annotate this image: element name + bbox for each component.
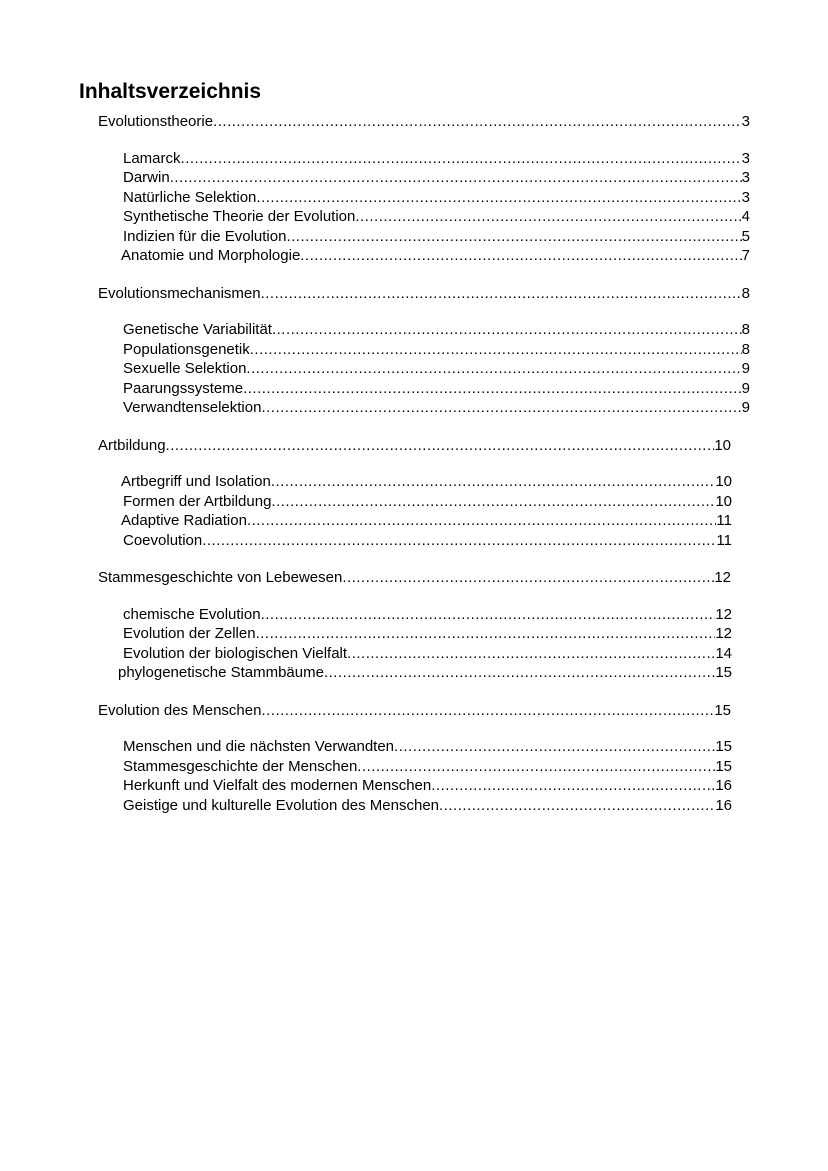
toc-heading-entry[interactable] — [98, 112, 750, 132]
toc-section — [0, 284, 828, 436]
leader-dots — [357, 757, 715, 777]
leader-dots — [250, 340, 742, 360]
toc-page-number: 8 — [741, 321, 750, 338]
toc-page-number: 3 — [741, 188, 750, 206]
toc-entry-label: Natürliche Selektion — [123, 188, 257, 206]
toc-entry[interactable] — [121, 511, 732, 531]
leader-dots — [342, 568, 714, 588]
leader-dots — [166, 436, 715, 456]
leader-dots — [286, 227, 741, 247]
toc-entry-label: Lamarck — [123, 149, 181, 167]
leader-dots — [271, 492, 715, 512]
toc-heading-label: Stammesgeschichte von Lebewesen — [98, 569, 343, 586]
leader-dots — [261, 605, 716, 625]
toc-section — [0, 701, 828, 816]
toc-entry[interactable] — [123, 149, 750, 169]
toc-page-number: 14 — [715, 644, 732, 662]
leader-dots — [261, 398, 741, 418]
toc-entry-label: Stammesgeschichte der Menschen — [123, 757, 358, 775]
toc-page-number: 11 — [716, 512, 732, 529]
leader-dots — [261, 701, 714, 721]
toc-entry-label: Menschen und die nächsten Verwandten — [123, 738, 395, 755]
toc-entry[interactable] — [123, 644, 732, 664]
toc-entry[interactable] — [123, 398, 750, 418]
leader-dots — [439, 796, 715, 816]
toc-page-number: 16 — [715, 796, 732, 814]
toc-entry-label: Anatomie und Morphologie — [121, 247, 301, 264]
toc-entry-label: Paarungssysteme — [123, 379, 244, 397]
toc-heading-label: Evolutionstheorie — [98, 113, 214, 130]
leader-dots — [247, 511, 717, 531]
toc-heading-entry[interactable] — [98, 284, 750, 304]
toc-entry-label: Darwin — [123, 169, 170, 186]
toc-page-number: 8 — [741, 340, 750, 358]
toc-entry-label: Indizien für die Evolution — [123, 227, 287, 245]
leader-dots — [324, 663, 715, 683]
toc-entry[interactable] — [123, 605, 732, 625]
leader-dots — [300, 246, 741, 266]
toc-section — [0, 112, 828, 284]
toc-page-number: 11 — [716, 531, 732, 549]
toc-entry[interactable] — [123, 492, 732, 512]
toc-title: Inhaltsverzeichnis — [79, 80, 262, 103]
toc-entry-label: Evolution der Zellen — [123, 625, 256, 642]
toc-entry[interactable] — [123, 359, 750, 379]
toc-entry[interactable] — [123, 624, 732, 644]
toc-entry-label: Genetische Variabilität — [123, 321, 272, 338]
toc-page-number: 15 — [714, 701, 731, 719]
toc-page-number: 12 — [714, 569, 731, 586]
toc-page-number: 9 — [741, 379, 750, 397]
leader-dots — [170, 168, 742, 188]
toc-entry-label: Formen der Artbildung — [123, 492, 272, 510]
leader-dots — [355, 207, 741, 227]
toc-entry-label: Herkunft und Vielfalt des modernen Menschen — [123, 777, 432, 794]
toc-entry[interactable] — [123, 379, 750, 399]
toc-entry[interactable] — [123, 531, 732, 551]
toc-heading-entry[interactable] — [98, 701, 731, 721]
toc-heading-label: Artbildung — [98, 436, 166, 454]
toc-entry[interactable] — [123, 227, 750, 247]
toc-page-number: 8 — [741, 284, 750, 302]
toc-heading-entry[interactable] — [98, 568, 731, 588]
leader-dots — [431, 776, 715, 796]
toc-entry[interactable] — [123, 207, 750, 227]
leader-dots — [181, 149, 742, 169]
toc-entry[interactable] — [123, 340, 750, 360]
toc-page-number: 3 — [741, 149, 750, 167]
toc-entry[interactable] — [118, 663, 732, 683]
leader-dots — [246, 359, 741, 379]
leader-dots — [394, 737, 715, 757]
leader-dots — [243, 379, 742, 399]
toc-page-number: 4 — [741, 208, 750, 225]
toc-entry[interactable] — [123, 168, 750, 188]
toc-entry[interactable] — [123, 737, 732, 757]
toc-page-number: 7 — [741, 247, 750, 264]
toc-entry[interactable] — [123, 776, 732, 796]
toc-entry-label: Artbegriff und Isolation — [121, 473, 271, 490]
toc-entry-label: Geistige und kulturelle Evolution des Menschen — [123, 796, 440, 814]
toc-page-number: 15 — [715, 738, 732, 755]
toc-page-number: 3 — [741, 113, 750, 130]
toc-entry-label: Populationsgenetik — [123, 340, 250, 358]
toc-entry-label: Synthetische Theorie der Evolution — [123, 208, 356, 225]
toc-page-number: 3 — [741, 169, 750, 186]
toc-entry[interactable] — [123, 188, 750, 208]
toc-entry-label: Verwandtenselektion — [123, 399, 262, 416]
leader-dots — [256, 188, 741, 208]
leader-dots — [202, 531, 716, 551]
toc-entry[interactable] — [123, 320, 750, 340]
toc-entry-label: Sexuelle Selektion — [123, 360, 247, 377]
toc-heading-entry[interactable] — [98, 436, 731, 456]
leader-dots — [347, 644, 715, 664]
leader-dots — [261, 284, 742, 304]
toc-entry[interactable] — [123, 796, 732, 816]
toc-page-number: 9 — [741, 360, 750, 377]
table-of-contents — [0, 112, 828, 815]
toc-section — [0, 568, 828, 701]
toc-page-number: 15 — [715, 757, 732, 775]
toc-page-number: 15 — [715, 664, 732, 681]
toc-section — [0, 436, 828, 569]
leader-dots — [256, 624, 716, 644]
toc-heading-label: Evolutionsmechanismen — [98, 284, 261, 302]
leader-dots — [213, 112, 742, 132]
toc-entry-label: Coevolution — [123, 531, 203, 549]
toc-page-number: 10 — [714, 436, 731, 454]
toc-entry[interactable] — [121, 246, 750, 266]
toc-page-number: 12 — [715, 625, 732, 642]
toc-heading-label: Evolution des Menschen — [98, 701, 262, 719]
toc-page-number: 12 — [715, 605, 732, 623]
toc-entry[interactable] — [121, 472, 732, 492]
toc-entry-label: chemische Evolution — [123, 605, 261, 623]
toc-entry[interactable] — [123, 757, 732, 777]
toc-page-number: 9 — [741, 399, 750, 416]
toc-entry-label: Adaptive Radiation — [121, 512, 247, 529]
toc-page-number: 10 — [715, 473, 732, 490]
toc-page-number: 5 — [741, 227, 750, 245]
toc-entry-label: phylogenetische Stammbäume — [118, 664, 324, 681]
leader-dots — [272, 320, 742, 340]
toc-page-number: 16 — [715, 777, 732, 794]
toc-entry-label: Evolution der biologischen Vielfalt — [123, 644, 348, 662]
leader-dots — [271, 472, 715, 492]
toc-page-number: 10 — [715, 492, 732, 510]
